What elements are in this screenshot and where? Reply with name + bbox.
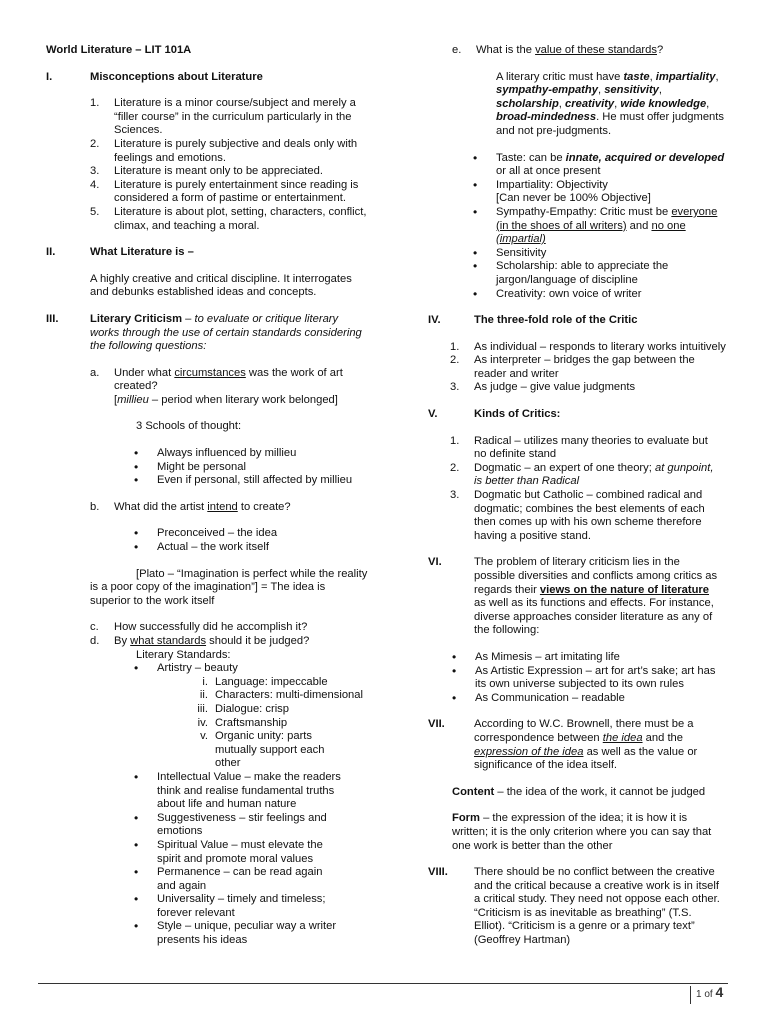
- section-number: II.: [46, 246, 56, 259]
- list-item: b. What did the artist intend to create?: [90, 500, 291, 513]
- section-7: [428, 718, 728, 772]
- section-number: III.: [46, 312, 59, 325]
- misconceptions-list: [90, 97, 368, 233]
- list-item: • Suggestiveness – stir feelings and emotions: [134, 810, 327, 838]
- list-item: • Spiritual Value – must elevate the spirit and promote moral values: [134, 837, 323, 865]
- question-e: [452, 44, 728, 58]
- list-item: a. Under what circumstances was the work of art created? [millieu – period when literary work belonged]: [90, 366, 343, 406]
- section-number: VI.: [428, 556, 442, 569]
- section-heading: Misconceptions about Literature: [90, 70, 263, 83]
- section-8: [428, 866, 728, 948]
- list-item: ii. Characters: multi-dimensional: [199, 689, 363, 702]
- list-item: • Taste: can be innate, acquired or developed or all at once present: [473, 150, 725, 178]
- approaches-list: [452, 651, 718, 705]
- list-item: 3. Dogmatic but Catholic – combined radical and dogmatic; combines the best elements of each then comes up with his own scheme therefore having a positive stand.: [450, 489, 705, 542]
- schools-label: 3 Schools of thought:: [136, 420, 242, 433]
- list-item: e. What is the value of these standards?: [452, 44, 664, 56]
- section-heading-block: Literary Criticism – to evaluate or critique literary works through the use of certain standards considering the following questions:: [90, 312, 362, 353]
- artistry-sublist: [180, 676, 368, 771]
- list-item: • As Artistic Expression – art for art’s sake; art has its own universe subjected to its own rules: [452, 663, 716, 691]
- critic-qualities: A literary critic must have taste, impartiality, sympathy-empathy, sensitivity, scholarship, creativity, wide knowledge, broad-mindedness. He must offer judgments and not pre-judgments.: [496, 70, 724, 137]
- list-item: 5. Literature is about plot, setting, characters, conflict, climax, and teaching a moral.: [90, 205, 367, 232]
- qualities-list: [473, 152, 728, 302]
- questions-cd: [90, 621, 368, 648]
- footer-separator: [690, 986, 691, 1004]
- section-heading: The three-fold role of the Critic: [474, 314, 638, 327]
- list-item: • Even if personal, still affected by millieu: [134, 473, 353, 488]
- question-a: [90, 367, 368, 408]
- list-item: 2. Literature is purely subjective and deals only with feelings and emotions.: [90, 137, 358, 164]
- page-indicator: 1 of 4: [696, 984, 724, 1000]
- section-5: [428, 408, 728, 422]
- section-3: [46, 313, 368, 354]
- list-item: iv. Craftsmanship: [197, 716, 288, 729]
- schools-list: [134, 447, 368, 488]
- current-page: 1: [696, 989, 702, 1000]
- list-item: v. Organic unity: parts mutually support each other: [200, 730, 325, 770]
- list-item: iii. Dialogue: crisp: [197, 702, 289, 715]
- list-item: c. How successfully did he accomplish it?: [90, 621, 308, 634]
- total-pages: 4: [715, 984, 724, 1000]
- list-item: • Style – unique, peculiar way a writer presents his ideas: [134, 919, 337, 947]
- list-item: • Artistry – beauty: [134, 661, 238, 676]
- list-item: 1. Literature is a minor course/subject and merely a “filler course” in the curriculum particularly in the Sciences.: [90, 97, 356, 137]
- list-item: • Sensitivity: [473, 245, 547, 260]
- section-number: VII.: [428, 718, 445, 731]
- list-item: • Preconceived – the idea: [134, 526, 278, 541]
- list-item: • As Mimesis – art imitating life: [452, 649, 620, 664]
- list-item: • Might be personal: [134, 459, 246, 474]
- section-6: [428, 556, 728, 638]
- content-definition: Content – the idea of the work, it cannot be judged: [452, 785, 706, 798]
- section-1: [46, 71, 368, 85]
- section-heading: What Literature is –: [90, 246, 194, 259]
- list-item: 3. As judge – give value judgments: [450, 381, 636, 394]
- list-item: 2. Dogmatic – an expert of one theory; at gunpoint, is better than Radical: [450, 461, 714, 488]
- list-item: • Impartiality: Objectivity [Can never be 100% Objective]: [473, 177, 651, 205]
- list-item: 2. As interpreter – bridges the gap between the reader and writer: [450, 354, 695, 380]
- standards-label: Literary Standards:: [136, 648, 231, 661]
- list-item: 1. As individual – responds to literary works intuitively: [450, 340, 726, 353]
- list-item: • Sympathy-Empathy: Critic must be everyone (in the shoes of all writers) and no one (impartial): [473, 204, 718, 246]
- critic-kinds-list: [450, 435, 720, 544]
- section-8-body: There should be no conflict between the creative and the critical because a creative work is in itself a critical study. They need not oppose each other. “Criticism is as inevitable as breathing” (T.S. Elliot). “Criticism is a genre or a primary text” (Geoffrey Hartman): [474, 866, 720, 947]
- section-heading: Kinds of Critics:: [474, 408, 561, 421]
- section-7-body: According to W.C. Brownell, there must be a correspondence between the idea and the expression of the idea as well as the value or significance of the idea itself.: [474, 718, 698, 772]
- right-column: [428, 44, 728, 948]
- standards-list-more: [134, 771, 344, 948]
- critic-roles-list: [450, 341, 728, 395]
- section-number: IV.: [428, 314, 441, 327]
- list-item: 1. Radical – utilizes many theories to evaluate but no definite stand: [450, 434, 708, 461]
- section-6-body: The problem of literary criticism lies in the possible diversities and conflicts among critics as regards their views on the nature of literature as well as its functions and effects. For instance, diverse approaches consider literature as any of the following:: [474, 556, 718, 637]
- form-definition: Form – the expression of the idea; it is how it is written; it is the only criterion where you can say that one work is better than the other: [452, 812, 712, 852]
- document-title: World Literature – LIT 101A: [46, 44, 192, 56]
- plato-quote: [Plato – “Imagination is perfect while the reality is a poor copy of the imagination”] = The idea is superior to the work itself: [90, 567, 368, 607]
- section-2-body: A highly creative and critical discipline. It interrogates and debunks established ideas and concepts.: [90, 272, 352, 299]
- footer-divider: [38, 983, 728, 984]
- left-column: [46, 44, 368, 948]
- list-item: • Always influenced by millieu: [134, 446, 297, 461]
- list-item: i. Language: impeccable: [202, 675, 328, 688]
- list-item: • Intellectual Value – make the readers think and realise fundamental truths about life and human nature: [134, 769, 341, 811]
- section-4: [428, 314, 728, 328]
- list-item: 3. Literature is meant only to be appreciated.: [90, 165, 323, 178]
- section-number: I.: [46, 70, 53, 83]
- list-item: • Universality – timely and timeless; forever relevant: [134, 892, 326, 919]
- list-item: 4. Literature is purely entertainment since reading is considered a form of pastime or entertainment.: [90, 178, 359, 205]
- section-number: V.: [428, 408, 438, 421]
- section-number: VIII.: [428, 866, 448, 879]
- question-b: [90, 501, 368, 515]
- section-2: [46, 246, 368, 260]
- list-item: • As Communication – readable: [452, 690, 625, 705]
- list-item: • Creativity: own voice of writer: [473, 286, 642, 301]
- standards-list: [134, 662, 368, 676]
- list-item: • Actual – the work itself: [134, 540, 269, 555]
- list-item: • Scholarship: able to appreciate the jargon/language of discipline: [473, 259, 669, 286]
- list-item: • Permanence – can be read again and again: [134, 865, 323, 892]
- intent-list: [134, 527, 368, 554]
- list-item: d. By what standards should it be judged?: [90, 635, 310, 647]
